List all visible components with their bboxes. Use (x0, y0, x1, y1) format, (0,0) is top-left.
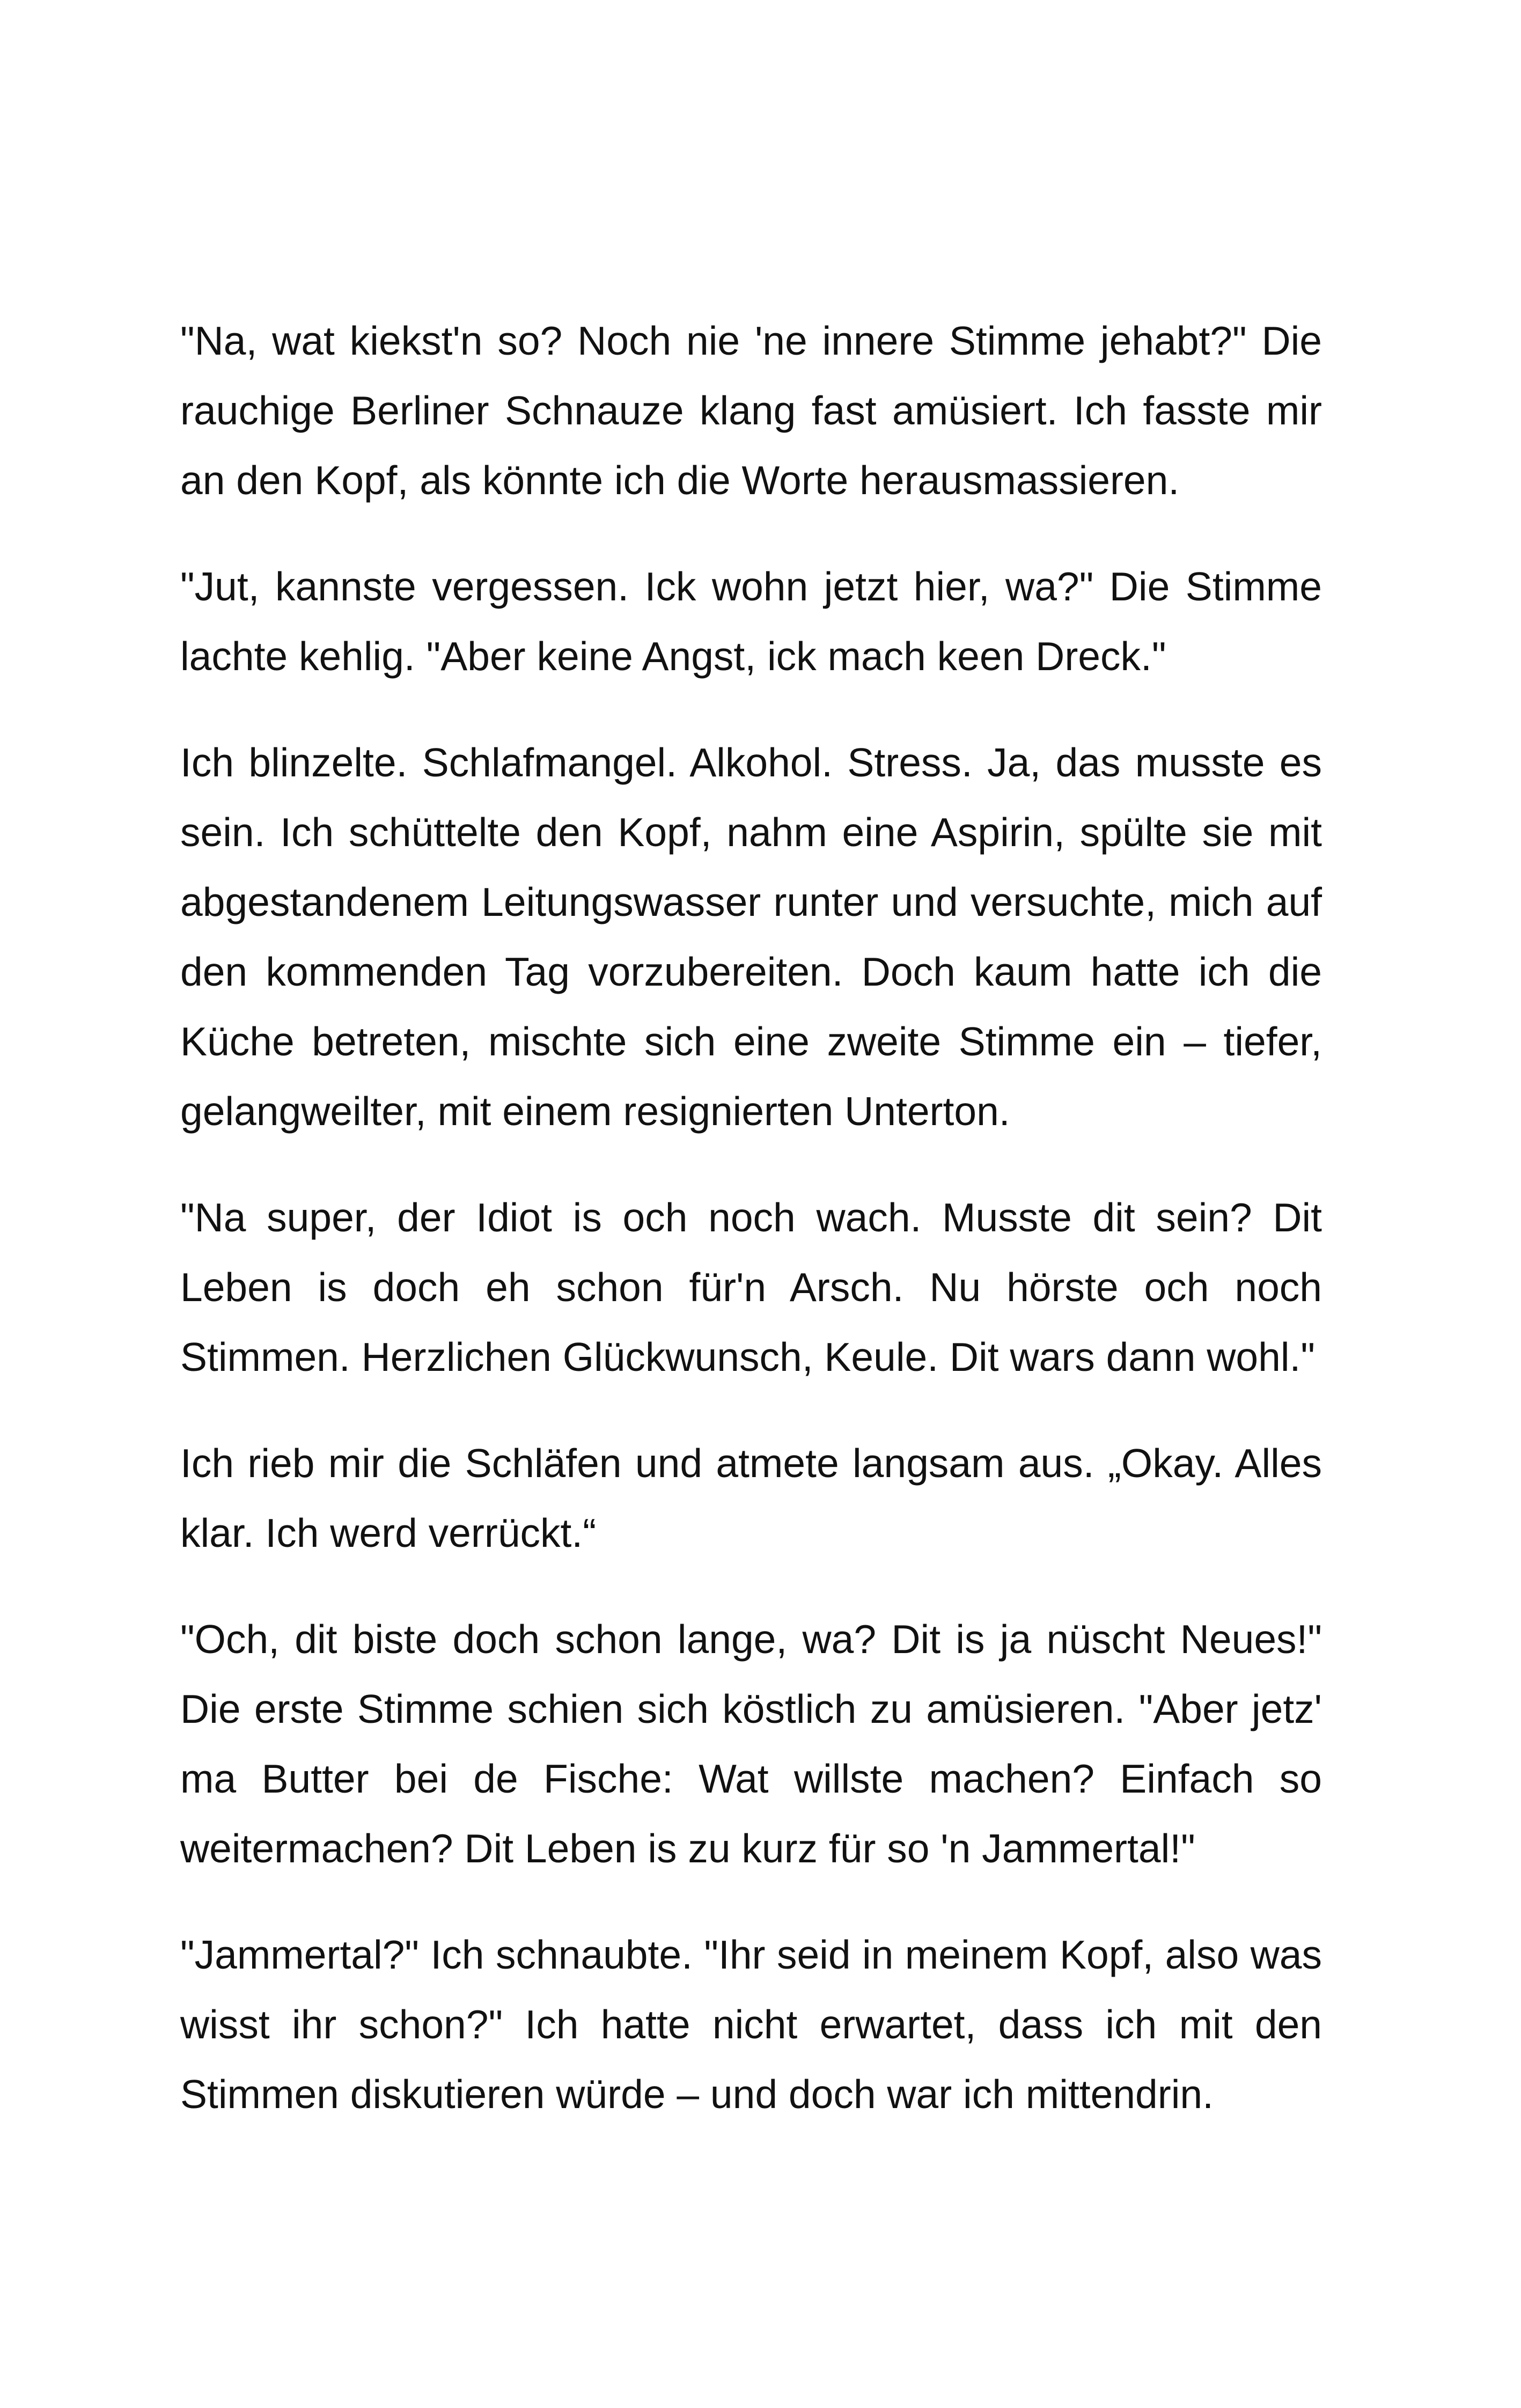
paragraph-1: "Na, wat kiekst'n so? Noch nie 'ne innere Stimme jehabt?" Die rauchige Berliner Schnauze klang fast amüsiert. Ich fasste mir an den Kopf, als könnte ich die Worte herausmassieren. (180, 318, 1322, 503)
paragraph-2: "Jut, kannste vergessen. Ick wohn jetzt hier, wa?" Die Stimme lachte kehlig. "Aber keine Angst, ick mach keen Dreck." (180, 564, 1322, 679)
paragraph-3: Ich blinzelte. Schlafmangel. Alkohol. Stress. Ja, das musste es sein. Ich schüttelte den Kopf, nahm eine Aspirin, spülte sie mit abgestandenem Leitungswasser runter und versuchte, mich auf den kommenden Tag vorzubereiten. Doch kaum hatte ich die Küche betreten, mischte sich eine zweite Stimme ein – tiefer, gelangweilter, mit einem resignierten Unterton. (180, 740, 1322, 1134)
body-text (180, 306, 1322, 2165)
paragraph-7: "Jammertal?" Ich schnaubte. "Ihr seid in meinem Kopf, also was wisst ihr schon?" Ich hatte nicht erwartet, dass ich mit den Stimmen diskutieren würde – und doch war ich mittendrin. (180, 1932, 1322, 2117)
paragraph-5: Ich rieb mir die Schläfen und atmete langsam aus. „Okay. Alles klar. Ich werd verrückt.“ (180, 1441, 1322, 1555)
paragraph-6: "Och, dit biste doch schon lange, wa? Dit is ja nüscht Neues!" Die erste Stimme schien sich köstlich zu amüsieren. "Aber jetz' ma Butter bei de Fische: Wat willste machen? Einfach so weitermachen? Dit Leben is zu kurz für so 'n Jammertal!" (180, 1617, 1322, 1871)
paragraph-4: "Na super, der Idiot is och noch wach. Musste dit sein? Dit Leben is doch eh schon für'n Arsch. Nu hörste och noch Stimmen. Herzlichen Glückwunsch, Keule. Dit wars dann wohl." (180, 1195, 1322, 1379)
